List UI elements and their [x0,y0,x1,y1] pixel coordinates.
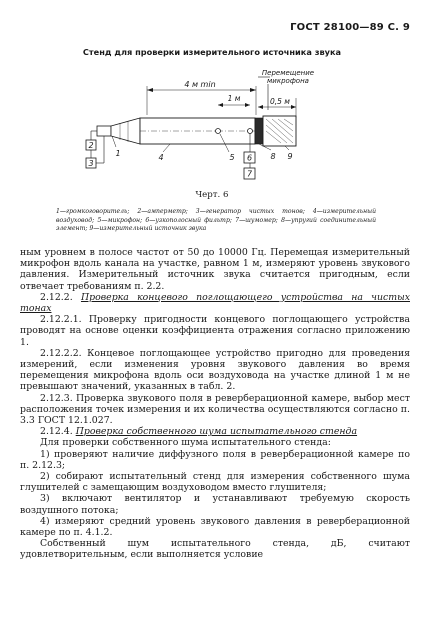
paragraph: 2.12.2.1. Проверку пригодности концевого поглощающего устройства проводят на основе оценки коэффициента отражения согласно приложению 1. [20,314,410,348]
paragraph: 2.12.2.2. Концевое поглощающее устройство пригодно для проведения измерений, если изменения уровня звукового давления во время перемещения микрофона вдоль оси воздуховода на участке длиной 1 м не превышают значений, указанных в табл. 2. [20,347,410,393]
legend-text: амперметр; [147,208,188,215]
callout-4: 4 [158,153,164,162]
list-item: 2) собирают испытательный стенд для измерения собственного шума глушителей с замещающим воздуховодом вместо глушителя; [20,471,410,494]
microphone-position-2 [248,129,253,134]
legend-num: 2 [137,208,142,215]
legend-num: 9 [89,225,94,233]
legend-text: измерительный источник звука [99,225,207,233]
callout-1: 1 [115,149,121,158]
legend-text: микрофон; [107,216,143,224]
movement-label-2: микрофона [267,77,309,85]
callout-3: 3 [88,159,94,168]
body-text [20,247,410,561]
callout-8: 8 [270,152,276,161]
dim-1m-label: 1 м [227,94,241,103]
legend-num: 8 [281,216,285,224]
section-title: Проверка собственного шума испытательного стенда [75,426,358,438]
microphone-position-1 [216,129,221,134]
dim-05m-label: 0,5 м [270,97,290,106]
legend-text: узкополосный фильтр; [155,216,232,224]
legend-text: шумомер; [245,216,278,224]
paragraph: Собственный шум испытательного стенда, дБ, считают удовлетворительным, если выполняется условие [20,538,410,561]
callout-9: 9 [287,152,293,161]
legend-num: 6 [145,216,150,224]
list-item: 3) включают вентилятор и устанавливают требуемую скорость воздушного потока; [20,493,410,516]
figure-title: Стенд для проверки измерительного источника звука [82,47,342,57]
figure-legend: 1—громкоговоритель; 2—амперметр; 3—генератор чистых тонов; 4—измерительный воздуховод; 5—микрофон; 6—узкополосный фильтр; 7—шумомер; 8—упругий соединительный элемент; 9—измерительный источник звука [56,208,377,233]
test-stand-diagram [0,0,424,200]
paragraph: ным уровнем в полосе частот от 50 до 10000 Гц. Перемещая измерительный микрофон вдоль канала на участке, равном 1 м, измеряют уровень звукового давления. Измерительный источник звука считается пригодным, если отвечает требованиям п. 2.2. [20,247,410,292]
reference-sound-source [263,116,296,146]
loudspeaker [97,118,140,144]
dim-total-label: 4 м min [184,80,216,89]
callout-2: 2 [88,141,94,150]
section-heading [20,292,410,314]
section-number: 2.12.4. [40,426,73,438]
legend-text: упругий соединительный элемент; [56,216,377,233]
legend-num: 3 [195,208,200,215]
legend-num: 4 [312,208,317,215]
section-number: 2.12.2. [40,291,73,303]
callout-7: 7 [246,169,253,179]
section-title: Проверка концевого поглощающего устройства на чистых тонах [20,291,410,315]
figure-caption: Черт. 6 [195,190,229,200]
elastic-connector [255,118,263,144]
callout-5: 5 [229,153,235,162]
page-header: ГОСТ 28100—89 С. 9 [290,22,410,33]
list-item: 1) проверяют наличие диффузного поля в реверберационной камере по п. 2.12.3; [20,448,410,471]
legend-text: измерительный воздуховод; [56,208,377,224]
legend-text: громкоговоритель; [65,208,130,215]
legend-num: 1 [56,208,60,215]
legend-text: генератор чистых тонов; [205,208,305,215]
movement-label-1: Перемещение [261,69,315,77]
section-heading [20,426,410,437]
paragraph: Для проверки собственного шума испытательного стенда: [40,437,331,449]
callout-6: 6 [246,153,253,163]
legend-num: 5 [97,216,102,224]
legend-num: 7 [235,216,240,224]
list-item: 4) измеряют средний уровень звукового давления в реверберационной камере по п. 4.1.2. [20,515,410,539]
paragraph: 2.12.3. Проверка звукового поля в реверберационной камере, выбор мест расположения точек измерения и их количества осуществляются согласно п. 3.3 ГОСТ 12.1.027. [20,392,410,427]
